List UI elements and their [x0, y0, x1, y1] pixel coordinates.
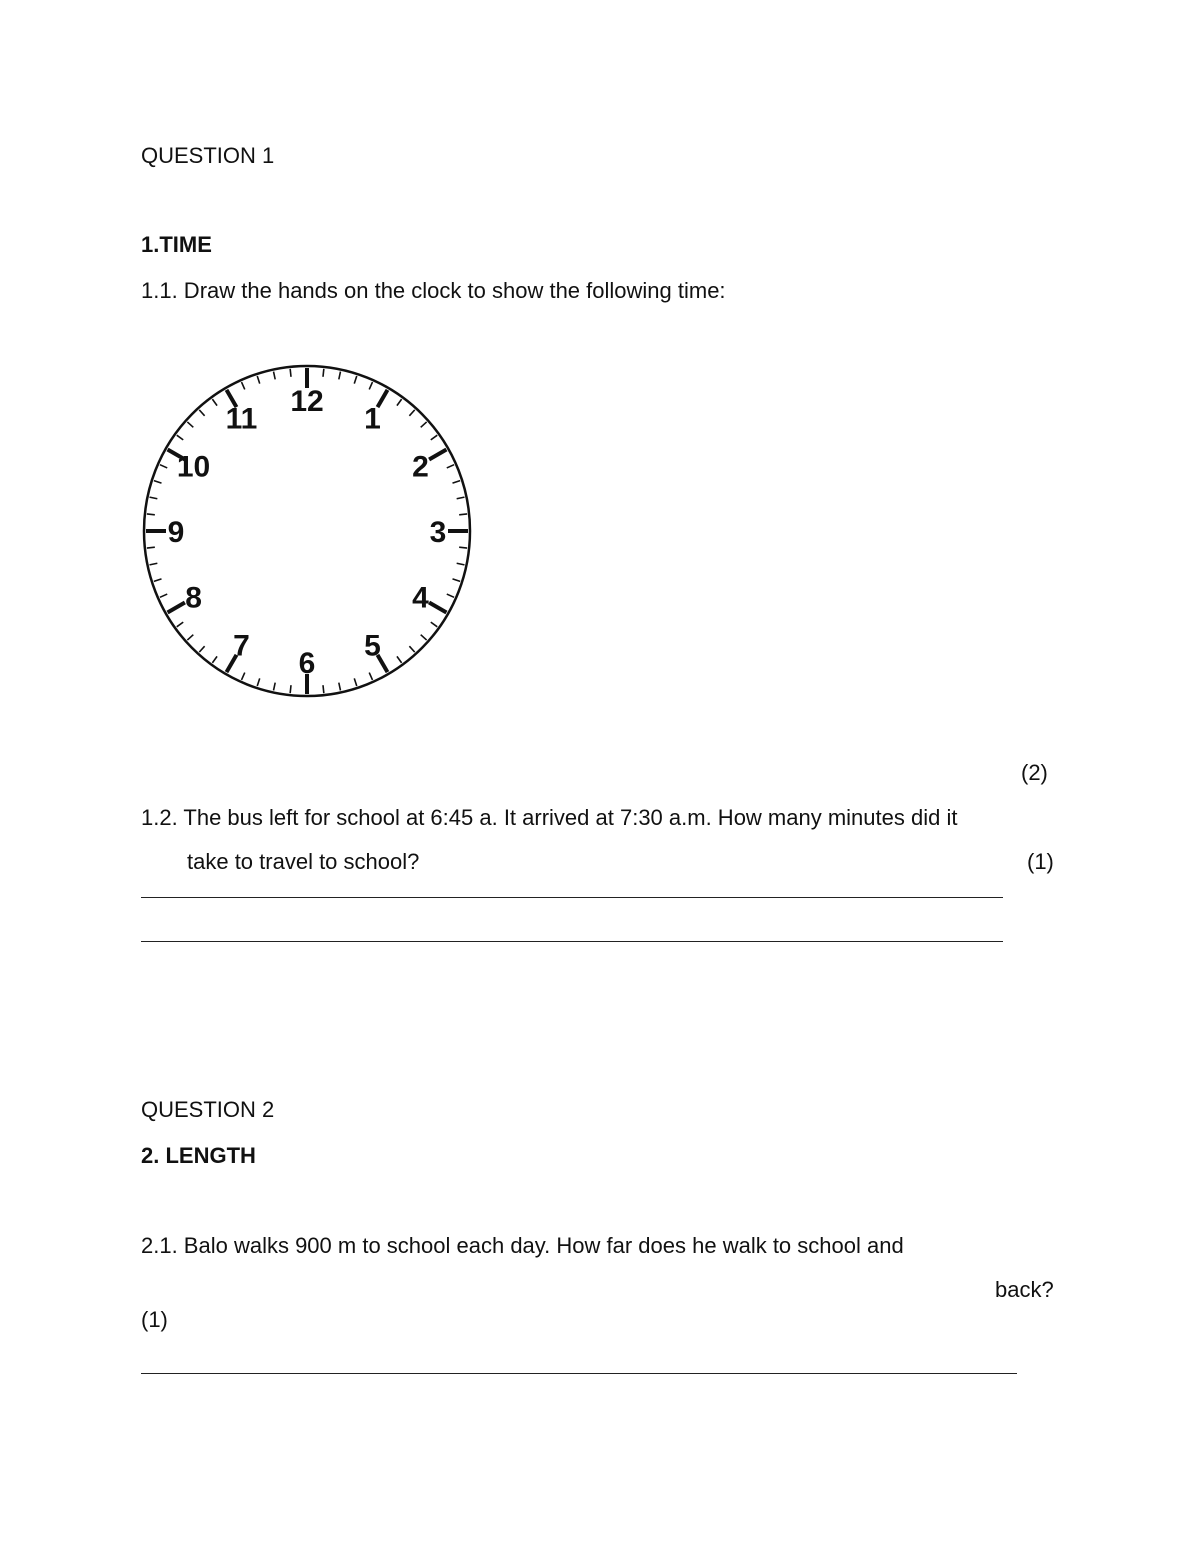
clock-number-9: 9 [167, 516, 185, 549]
clock-number-4: 4 [412, 581, 429, 615]
clock-number-6: 6 [298, 647, 316, 680]
clock-minute-tick [290, 369, 291, 377]
question-2-heading: QUESTION 2 [141, 1097, 275, 1122]
clock-number-7: 7 [233, 629, 250, 663]
clock-minute-tick [147, 514, 155, 515]
clock-number-8: 8 [185, 581, 202, 615]
question-2-1-marks: (1) [141, 1307, 168, 1332]
question-1-2-marks: (1) [1027, 849, 1054, 874]
clock-number-3: 3 [429, 516, 447, 549]
question-1-2-text-line2: take to travel to school? [187, 849, 420, 874]
answer-line-2-1[interactable] [141, 1373, 1017, 1374]
question-1-1-marks: (2) [1021, 760, 1048, 785]
clock-minute-tick [147, 547, 155, 548]
answer-line-1-2-b[interactable] [141, 941, 1003, 942]
section-time-heading: 1.TIME [141, 232, 212, 257]
clock-number-10: 10 [176, 450, 211, 484]
clock-number-5: 5 [364, 629, 381, 663]
answer-line-1-2-a[interactable] [141, 897, 1003, 898]
question-1-2-text-line1: 1.2. The bus left for school at 6:45 a. It arrived at 7:30 a.m. How many minutes did it [141, 805, 958, 830]
question-2-1-text-line2: back? [995, 1277, 1054, 1302]
clock-minute-tick [323, 369, 324, 377]
clock-number-11: 11 [225, 402, 258, 436]
clock-number-1: 1 [364, 402, 381, 436]
question-1-1-text: 1.1. Draw the hands on the clock to show the following time: [141, 278, 726, 303]
section-length-heading: 2. LENGTH [141, 1143, 256, 1168]
clock-number-2: 2 [412, 450, 429, 484]
clock-number-12: 12 [290, 385, 324, 418]
clock-minute-tick [459, 514, 467, 515]
clock-minute-tick [290, 685, 291, 693]
clock-minute-tick [323, 685, 324, 693]
clock-face[interactable] [140, 362, 475, 700]
question-1-heading: QUESTION 1 [141, 143, 275, 168]
question-2-1-text-line1: 2.1. Balo walks 900 m to school each day. How far does he walk to school and [141, 1233, 904, 1258]
clock-minute-tick [459, 547, 467, 548]
